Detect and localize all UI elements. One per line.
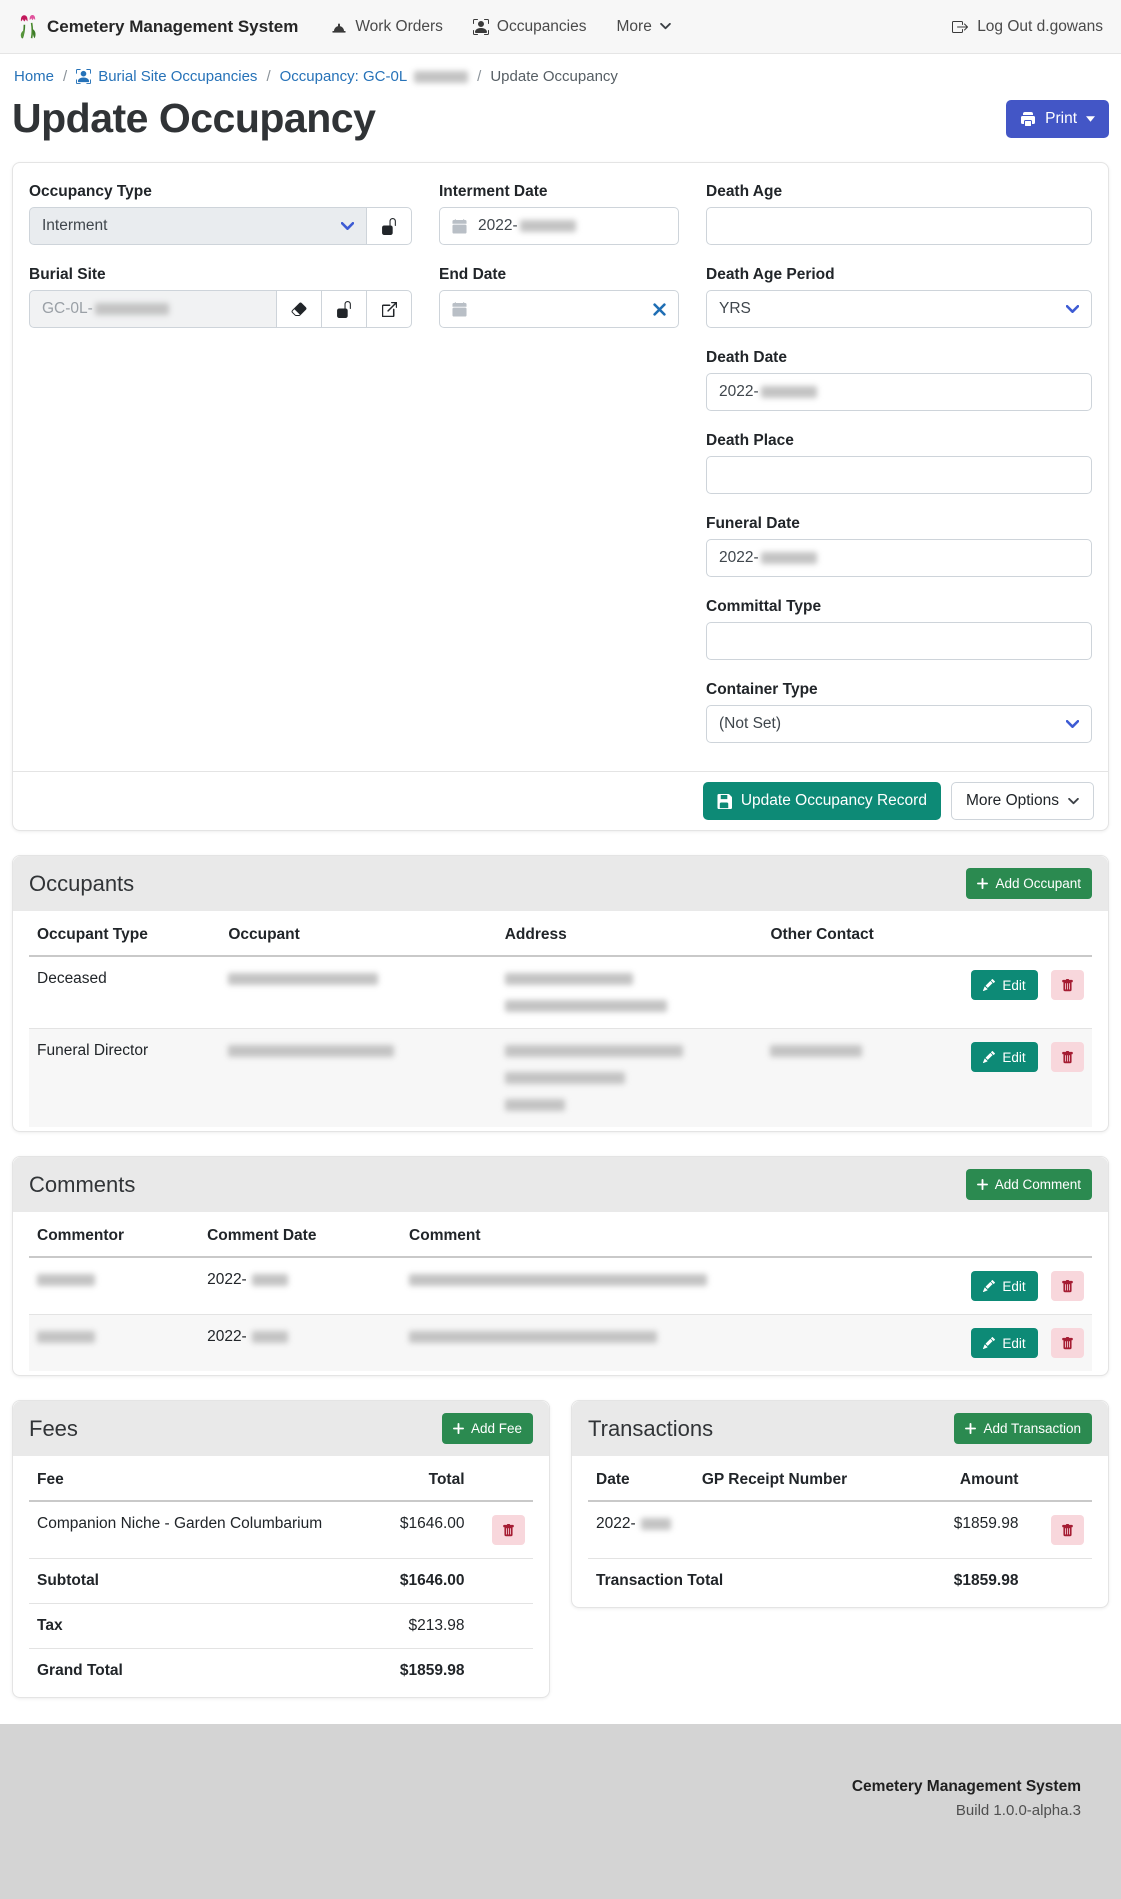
nav-item-more[interactable] (602, 18, 686, 36)
trash-icon (502, 1524, 515, 1537)
more-options-label: More Options (965, 792, 1059, 809)
eraser-icon (291, 301, 307, 317)
chevron-down-icon (1068, 798, 1079, 805)
container-type-field (706, 681, 1092, 743)
column-header: Amount (890, 1458, 1026, 1501)
redacted-text (641, 1518, 671, 1530)
form-column-2 (439, 183, 679, 743)
death-place-field (706, 432, 1092, 494)
tulip-logo-icon (18, 13, 38, 40)
column-header: Commentor (29, 1214, 199, 1257)
commentor-cell (29, 1257, 199, 1315)
end-date-field (439, 266, 679, 328)
breadcrumb (14, 68, 1109, 85)
breadcrumb-label: Occupancy: GC-0L (279, 68, 408, 85)
transactions-card (571, 1400, 1109, 1608)
delete-occupant-button[interactable] (1051, 970, 1084, 1000)
redacted-text (414, 71, 468, 83)
add-transaction-button[interactable] (954, 1413, 1092, 1444)
occupant-actions-cell (933, 956, 1092, 1029)
more-options-button[interactable] (951, 782, 1094, 820)
delete-transaction-button[interactable] (1051, 1515, 1084, 1545)
nav-item-label: Occupancies (496, 17, 587, 35)
redacted-text (761, 552, 817, 564)
trash-icon (1061, 1337, 1074, 1350)
interment-date-label: Interment Date (439, 183, 548, 200)
death-date-field (706, 349, 1092, 411)
print-button[interactable] (1006, 100, 1109, 138)
redacted-text (770, 1045, 862, 1057)
burial-site-label: Burial Site (29, 266, 106, 283)
redacted-text (505, 1072, 625, 1084)
footer-build-version: Build 1.0.0-alpha.3 (955, 1802, 1081, 1819)
occupants-header (13, 856, 1108, 911)
print-label: Print (1045, 109, 1077, 127)
commentor-cell (29, 1315, 199, 1372)
grand-total-value: $1859.98 (399, 1662, 465, 1679)
occupancy-form-card (12, 162, 1109, 831)
column-header-actions (473, 1458, 533, 1501)
delete-fee-button[interactable] (492, 1515, 525, 1545)
funeral-date-input[interactable] (706, 539, 1092, 577)
comment-row (29, 1257, 1092, 1315)
column-header: Total (341, 1458, 472, 1501)
comments-header (13, 1157, 1108, 1212)
nav-item-work-orders[interactable] (316, 18, 458, 36)
fee-total-cell: $1646.00 (341, 1501, 472, 1559)
add-transaction-label: Add Transaction (983, 1421, 1081, 1436)
committal-type-input[interactable] (706, 622, 1092, 660)
funeral-date-label: Funeral Date (706, 515, 800, 532)
redacted-text (228, 1045, 394, 1057)
chevron-down-icon (1066, 305, 1079, 314)
edit-label: Edit (1002, 1335, 1026, 1351)
occupant-other-contact-cell (762, 1029, 932, 1128)
open-burial-site-button[interactable] (366, 290, 412, 328)
footer-app-name: Cemetery Management System (851, 1778, 1081, 1795)
comments-card (12, 1156, 1109, 1376)
column-header-actions (1026, 1458, 1092, 1501)
nav-item-label: Work Orders (355, 17, 443, 35)
occupancy-type-field (29, 183, 412, 245)
clear-end-date-button[interactable] (653, 303, 666, 316)
fee-name-cell: Companion Niche - Garden Columbarium (29, 1501, 341, 1559)
add-fee-button[interactable] (442, 1413, 533, 1444)
comment-actions-cell (933, 1257, 1092, 1315)
fees-grand-total-row (29, 1649, 533, 1694)
edit-comment-button[interactable] (971, 1271, 1037, 1301)
add-comment-button[interactable] (966, 1169, 1092, 1200)
transaction-amount-cell: $1859.98 (890, 1501, 1026, 1559)
hardhat-icon (331, 19, 347, 35)
edit-label: Edit (1002, 1049, 1026, 1065)
occupant-name-cell (220, 956, 496, 1029)
brand-label: Cemetery Management System (47, 16, 299, 36)
title-row (12, 95, 1109, 142)
occupant-row (29, 956, 1092, 1029)
plus-icon (965, 1423, 976, 1434)
column-header: Address (497, 913, 763, 956)
pencil-icon (983, 979, 995, 991)
plus-icon (453, 1423, 464, 1434)
lock-occupancy-type-button[interactable] (366, 207, 412, 245)
calendar-icon (452, 219, 467, 234)
fees-subtotal-row (29, 1559, 533, 1604)
form-footer (13, 771, 1108, 830)
fee-row (29, 1501, 533, 1559)
occupant-row (29, 1029, 1092, 1128)
trash-icon (1061, 1280, 1074, 1293)
fees-table (29, 1458, 533, 1693)
x-icon (653, 303, 666, 316)
column-header: Comment Date (199, 1214, 401, 1257)
nav-item-label: More (616, 17, 652, 35)
committal-type-field (706, 598, 1092, 660)
calendar-icon (452, 302, 467, 317)
subtotal-value: $1646.00 (341, 1559, 472, 1604)
transaction-date-value: 2022- (596, 1515, 636, 1532)
delete-comment-button[interactable] (1051, 1328, 1084, 1358)
comment-cell (401, 1257, 933, 1315)
transaction-date-cell (588, 1501, 694, 1559)
edit-occupant-button[interactable] (971, 970, 1037, 1000)
navbar (0, 0, 1121, 54)
fees-card (12, 1400, 550, 1698)
page-title: Update Occupancy (12, 95, 376, 141)
logout-button[interactable] (952, 18, 1103, 36)
container-type-value: (Not Set) (719, 715, 782, 732)
comment-date-cell (199, 1257, 401, 1315)
empty-cell (473, 1649, 533, 1694)
box-arrow-right-icon (952, 19, 968, 35)
transaction-receipt-cell (694, 1501, 891, 1559)
column-header-actions (933, 913, 1092, 956)
column-header: Date (588, 1458, 694, 1501)
redacted-text (228, 973, 378, 985)
column-header: Occupant Type (29, 913, 220, 956)
fees-title: Fees (29, 1415, 78, 1441)
plus-icon (977, 878, 988, 889)
delete-occupant-button[interactable] (1051, 1042, 1084, 1072)
interment-date-input[interactable] (439, 207, 679, 245)
breadcrumb-burial-site-occupancies-link[interactable] (76, 68, 257, 85)
person-bounding-box-icon (76, 69, 91, 84)
pencil-icon (983, 1280, 995, 1292)
add-occupant-button[interactable] (966, 868, 1092, 899)
navbar-brand[interactable] (18, 13, 298, 40)
transactions-table (588, 1458, 1092, 1603)
unlock-icon (381, 218, 398, 235)
end-date-label: End Date (439, 266, 507, 283)
redacted-text (761, 386, 817, 398)
transaction-total-label: Transaction Total (596, 1572, 724, 1589)
bottom-row (12, 1400, 1109, 1698)
comment-date-value: 2022- (207, 1271, 247, 1288)
redacted-text (95, 303, 169, 315)
update-occupancy-record-button[interactable] (703, 782, 941, 820)
empty-cell (473, 1604, 533, 1649)
occupant-type-cell: Funeral Director (37, 1042, 149, 1059)
comment-row (29, 1315, 1092, 1372)
comment-cell (401, 1315, 933, 1372)
trash-icon (1061, 1524, 1074, 1537)
death-date-input[interactable] (706, 373, 1092, 411)
form-column-3 (706, 183, 1092, 743)
redacted-text (505, 1099, 565, 1111)
transaction-actions-cell (1026, 1501, 1092, 1559)
unlock-icon (336, 301, 353, 318)
occupant-type-cell: Deceased (29, 956, 220, 1029)
occupant-other-contact-cell (762, 956, 932, 1029)
end-date-input[interactable] (439, 290, 679, 328)
comment-date-value: 2022- (207, 1328, 247, 1345)
death-date-label: Death Date (706, 349, 787, 366)
breadcrumb-home-link[interactable]: Home (14, 68, 55, 85)
transactions-title: Transactions (588, 1415, 714, 1441)
redacted-text (409, 1331, 657, 1343)
funeral-date-field (706, 515, 1092, 577)
add-comment-label: Add Comment (994, 1177, 1081, 1192)
death-age-period-field (706, 266, 1092, 328)
pencil-icon (983, 1337, 995, 1349)
container-type-label: Container Type (706, 681, 818, 698)
death-age-period-label: Death Age Period (706, 266, 835, 283)
redacted-text (505, 973, 633, 985)
transaction-row (588, 1501, 1092, 1559)
column-header: Comment (401, 1214, 933, 1257)
burial-site-input (29, 290, 277, 328)
clear-burial-site-button[interactable] (276, 290, 322, 328)
redacted-text (37, 1274, 95, 1286)
trash-icon (1061, 979, 1074, 992)
death-age-label: Death Age (706, 183, 783, 200)
transactions-header (572, 1401, 1108, 1456)
tax-value: $213.98 (341, 1604, 472, 1649)
comment-date-cell (199, 1315, 401, 1372)
committal-type-label: Committal Type (706, 598, 822, 615)
occupancy-type-label: Occupancy Type (29, 183, 152, 200)
empty-cell (1026, 1559, 1092, 1604)
breadcrumb-occupancy-link[interactable] (280, 68, 469, 85)
redacted-text (409, 1274, 707, 1286)
edit-occupant-button[interactable] (971, 1042, 1037, 1072)
breadcrumb-separator: / (63, 68, 68, 85)
person-bounding-box-icon (473, 19, 489, 35)
breadcrumb-current: Update Occupancy (490, 68, 618, 85)
redacted-text (252, 1274, 288, 1286)
breadcrumb-separator: / (477, 68, 482, 85)
column-header-actions (933, 1214, 1092, 1257)
form-grid (13, 163, 1108, 771)
printer-icon (1020, 111, 1036, 127)
form-column-1 (29, 183, 412, 743)
tax-label: Tax (29, 1604, 341, 1649)
comments-title: Comments (29, 1171, 136, 1197)
logout-label: Log Out d.gowans (977, 17, 1103, 35)
lock-burial-site-button[interactable] (321, 290, 367, 328)
death-date-value: 2022- (719, 383, 759, 400)
death-age-input[interactable] (706, 207, 1092, 245)
occupancy-type-value: Interment (42, 217, 108, 234)
caret-down-icon (1086, 116, 1095, 122)
add-occupant-label: Add Occupant (995, 876, 1081, 891)
burial-site-field (29, 266, 412, 328)
nav-item-occupancies[interactable] (458, 18, 602, 36)
breadcrumb-separator: / (266, 68, 271, 85)
interment-date-field (439, 183, 679, 245)
delete-comment-button[interactable] (1051, 1271, 1084, 1301)
occupant-address-cell (497, 956, 763, 1029)
death-age-period-value: YRS (719, 300, 751, 317)
occupant-name-cell (220, 1029, 496, 1128)
plus-icon (977, 1179, 988, 1190)
edit-comment-button[interactable] (971, 1328, 1037, 1358)
fees-tax-row (29, 1604, 533, 1649)
transaction-total-row (588, 1559, 1092, 1604)
trash-icon (1061, 1051, 1074, 1064)
breadcrumb-label: Burial Site Occupancies (98, 68, 258, 85)
comment-actions-cell (933, 1315, 1092, 1372)
chevron-down-icon (660, 23, 671, 30)
death-place-input[interactable] (706, 456, 1092, 494)
comments-table (29, 1214, 1092, 1371)
fee-actions-cell (473, 1501, 533, 1559)
save-icon (717, 794, 732, 809)
update-occupancy-record-label: Update Occupancy Record (740, 792, 927, 809)
occupants-card (12, 855, 1109, 1132)
occupancy-type-select[interactable] (29, 207, 367, 245)
box-arrow-up-right-icon (382, 302, 397, 317)
interment-date-value: 2022- (478, 217, 518, 234)
column-header: Other Contact (762, 913, 932, 956)
pencil-icon (983, 1051, 995, 1063)
funeral-date-value: 2022- (719, 549, 759, 566)
redacted-text (252, 1331, 288, 1343)
transaction-total-value: $1859.98 (953, 1572, 1019, 1589)
death-age-period-select[interactable] (706, 290, 1092, 328)
death-place-label: Death Place (706, 432, 794, 449)
occupants-title: Occupants (29, 870, 135, 896)
redacted-text (37, 1331, 95, 1343)
edit-label: Edit (1002, 977, 1026, 993)
subtotal-label: Subtotal (29, 1559, 341, 1604)
burial-site-value: GC-0L- (42, 300, 93, 317)
redacted-text (520, 220, 576, 232)
empty-cell (473, 1559, 533, 1604)
page-footer (0, 1724, 1121, 1899)
main-content (0, 54, 1121, 1698)
column-header: Fee (29, 1458, 341, 1501)
death-age-field (706, 183, 1092, 245)
container-type-select[interactable] (706, 705, 1092, 743)
chevron-down-icon (1066, 720, 1079, 729)
occupant-address-cell (497, 1029, 763, 1128)
occupants-table (29, 913, 1092, 1127)
redacted-text (505, 1000, 667, 1012)
chevron-down-icon (341, 222, 354, 231)
occupant-actions-cell (933, 1029, 1092, 1128)
column-header: Occupant (220, 913, 496, 956)
grand-total-label: Grand Total (37, 1662, 123, 1679)
column-header: GP Receipt Number (694, 1458, 891, 1501)
add-fee-label: Add Fee (470, 1421, 522, 1436)
fees-header (13, 1401, 549, 1456)
edit-label: Edit (1002, 1278, 1026, 1294)
redacted-text (505, 1045, 683, 1057)
